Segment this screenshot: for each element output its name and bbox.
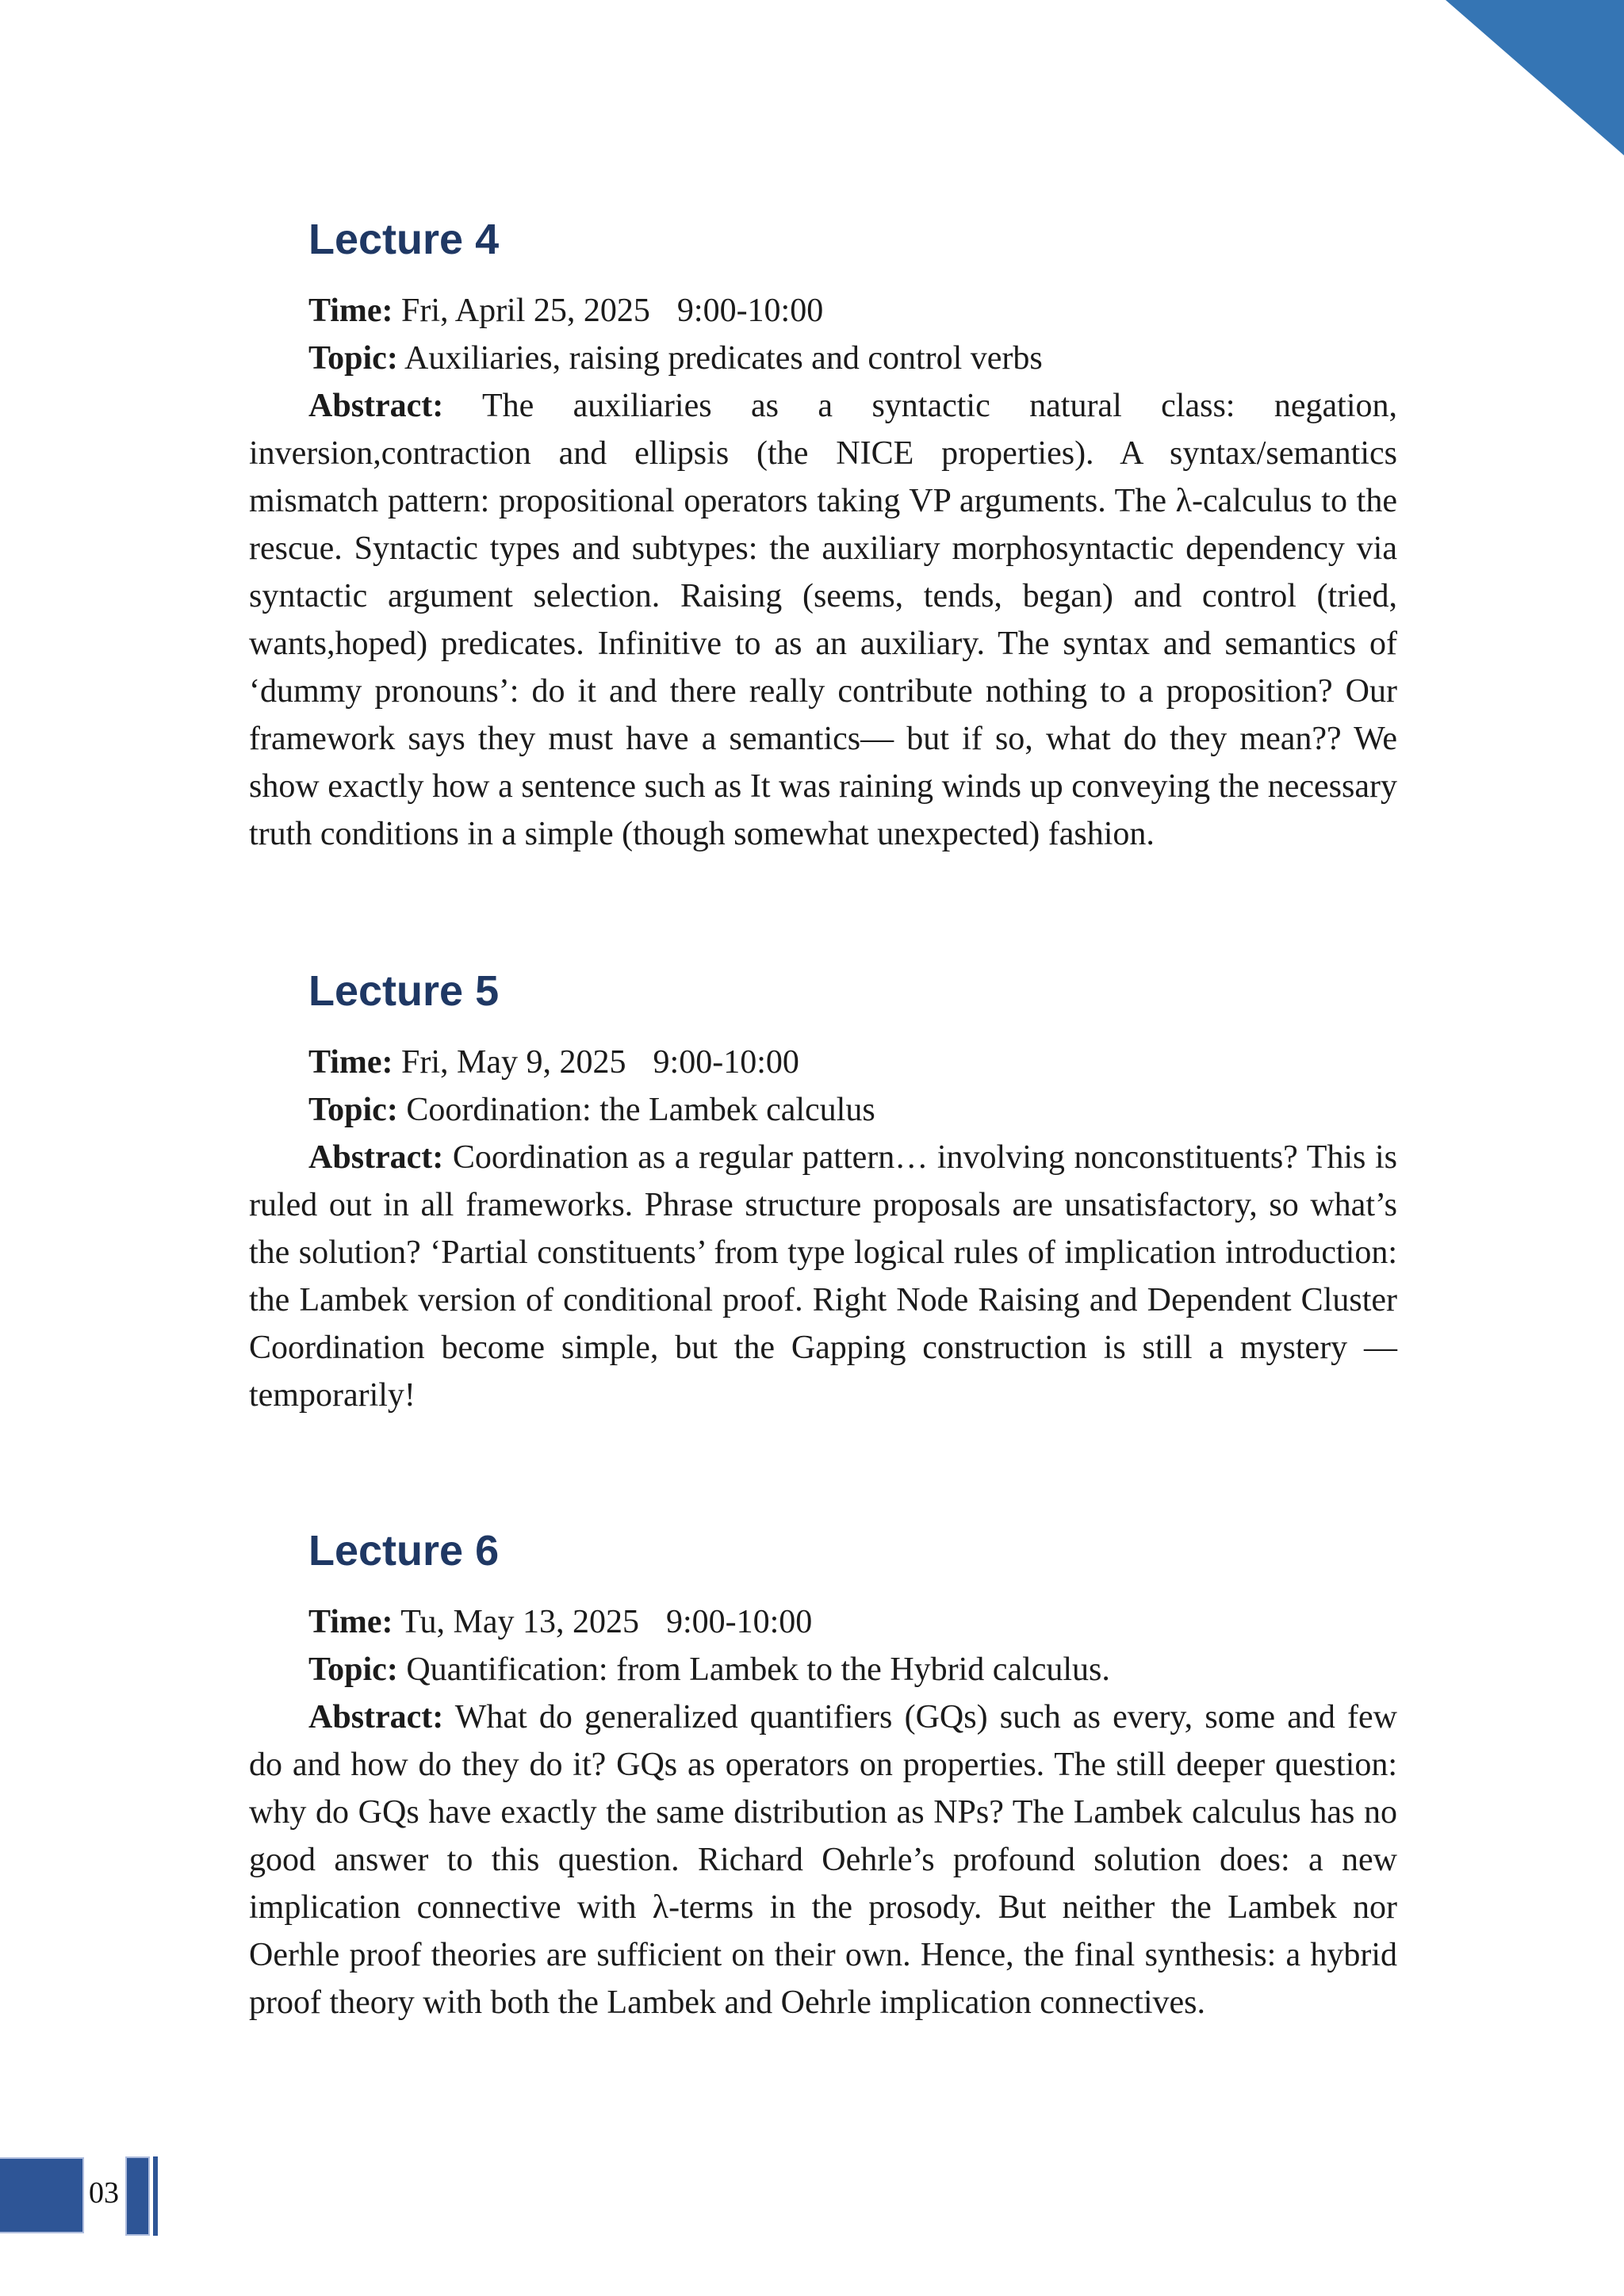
footer-bar-thick <box>125 2156 150 2236</box>
page-number: 03 <box>89 2176 119 2210</box>
corner-triangle-decoration <box>1446 0 1624 155</box>
abstract-paragraph <box>249 382 1397 858</box>
time-date: Fri, April 25, 2025 <box>401 293 650 329</box>
time-line <box>249 1598 1397 1646</box>
lecture-heading: Lecture 5 <box>308 967 500 1015</box>
lecture-section-4 <box>249 214 1397 858</box>
abstract-paragraph <box>249 1134 1397 1419</box>
topic-label: Topic: <box>308 1651 398 1688</box>
time-date: Tu, May 13, 2025 <box>400 1604 639 1640</box>
lecture-heading: Lecture 6 <box>308 1527 500 1575</box>
topic-text: Quantification: from Lambek to the Hybrid calculus. <box>406 1651 1110 1688</box>
time-label: Time: <box>308 1044 393 1081</box>
topic-label: Topic: <box>308 340 398 377</box>
topic-text: Coordination: the Lambek calculus <box>406 1092 875 1128</box>
abstract-text: Coordination as a regular pattern… involving nonconstituents? This is ruled out in all frameworks. Phrase structure proposals are unsatisfactory, so what’s the solution? ‘Partial constituents’ from type logical rules of implication introduction: the Lambek version of conditional proof. Right Node Raising and Dependent Cluster Coordination become simple, but the Gapping construction is still a mystery — temporarily! <box>249 1139 1398 1414</box>
lecture-section-5 <box>249 966 1397 1419</box>
abstract-text: What do generalized quantifiers (GQs) such as every, some and few do and how do they do it? GQs as operators on properties. The still deeper question: why do GQs have exactly the same distribution as NPs? The Lambek calculus has no good answer to this question. Richard Oehrle’s profound solution does: a new implication connective with λ-terms in the prosody. But neither the Lambek nor Oerhle proof theories are sufficient on their own. Hence, the final synthesis: a hybrid proof theory with both the Lambek and Oehrle implication connectives. <box>249 1699 1397 2021</box>
topic-line <box>249 1086 1397 1134</box>
time-range: 9:00-10:00 <box>676 293 824 329</box>
abstract-label: Abstract: <box>308 1699 444 1735</box>
abstract-label: Abstract: <box>308 1139 444 1176</box>
time-line <box>249 1039 1397 1086</box>
footer-page-box <box>0 2157 84 2233</box>
abstract-paragraph <box>249 1693 1397 2026</box>
lecture-section-6 <box>249 1525 1397 2026</box>
topic-line <box>249 1646 1397 1693</box>
time-date: Fri, May 9, 2025 <box>401 1044 626 1081</box>
abstract-text: The auxiliaries as a syntactic natural class: negation, inversion,contraction and ellipsis (the NICE properties). A syntax/semantics mismatch pattern: propositional operators taking VP arguments. The λ-calculus to the rescue. Syntactic types and subtypes: the auxiliary morphosyntactic dependency via syntactic argument selection. Raising (seems, tends, began) and control (tried, wants,hoped) predicates. Infinitive to as an auxiliary. The syntax and semantics of ‘dummy pronouns’: do it and there really contribute nothing to a proposition? Our framework says they must have a semantics— but if so, what do they mean?? We show exactly how a sentence such as It was raining winds up conveying the necessary truth conditions in a simple (though somewhat unexpected) fashion. <box>249 388 1397 852</box>
topic-label: Topic: <box>308 1092 398 1128</box>
time-label: Time: <box>308 293 393 329</box>
time-range: 9:00-10:00 <box>665 1604 813 1640</box>
abstract-label: Abstract: <box>308 388 444 424</box>
topic-line <box>249 335 1397 382</box>
time-label: Time: <box>308 1604 393 1640</box>
time-range: 9:00-10:00 <box>653 1044 799 1081</box>
topic-text: Auxiliaries, raising predicates and control verbs <box>404 340 1043 377</box>
lecture-heading: Lecture 4 <box>308 216 500 263</box>
footer-bar-thin <box>153 2156 158 2236</box>
time-line <box>249 287 1397 335</box>
